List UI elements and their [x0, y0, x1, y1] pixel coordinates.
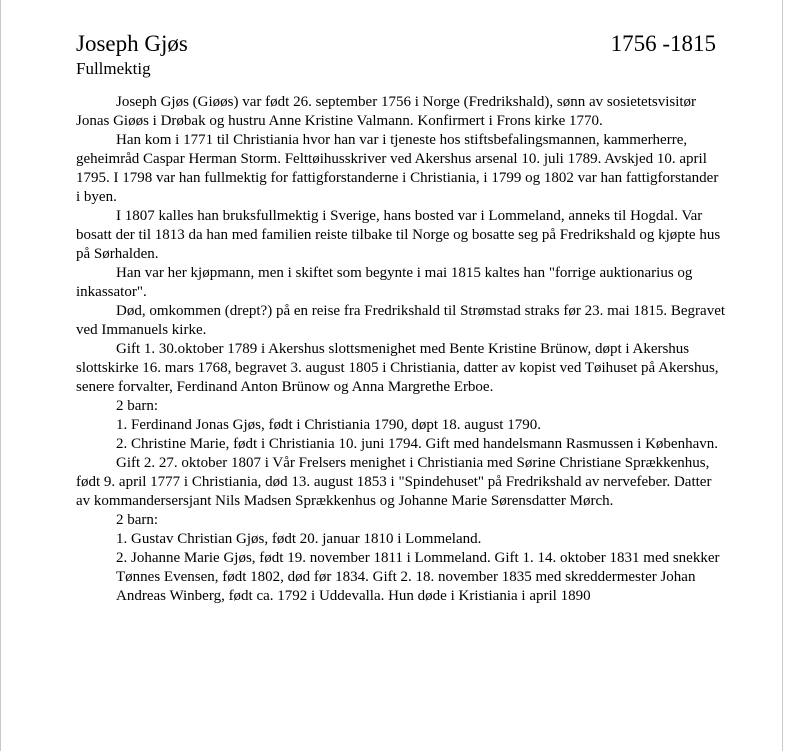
- biography-body: [76, 93, 726, 606]
- person-name: Joseph Gjøs: [76, 31, 188, 56]
- person-title: Fullmektig: [76, 59, 151, 78]
- paragraph-sweden: I 1807 kalles han bruksfullmektig i Sverige, hans bosted var i Lommeland, anneks til Hogdal. Var bosatt der til 1813 da han med familien reiste tilbake til Norge og bosatte seg på Fredrikshald og kjøpte hus på Sørhalden.: [76, 208, 721, 262]
- life-years: 1756 -1815: [610, 31, 716, 56]
- child-1-1: 1. Ferdinand Jonas Gjøs, født i Christiania 1790, døpt 18. august 1790.: [116, 417, 541, 433]
- paragraph-marriage-2: Gift 2. 27. oktober 1807 i Vår Frelsers menighet i Christiania med Sørine Christiane Sprækkenhus, født 9. april 1777 i Christiania, død 13. august 1853 i "Spindehuset" på Fredrikshald av nervefeber. Datter av kommandersersjant Nils Madsen Sprækkenhus og Johanne Marie Sørensdatter Mørch.: [76, 455, 712, 509]
- child-2-1: 1. Gustav Christian Gjøs, født 20. januar 1810 i Lommeland.: [116, 531, 482, 547]
- child-2-2: 2. Johanne Marie Gjøs, født 19. november 1811 i Lommeland. Gift 1. 14. oktober 1831 med snekker Tønnes Evensen, født 1802, død før 1834. Gift 2. 18. november 1835 med skreddermester Johan Andreas Winberg, født ca. 1792 i Uddevalla. Hun døde i Kristiania i april 1890: [116, 550, 720, 604]
- paragraph-birth: Joseph Gjøs (Giøøs) var født 26. september 1756 i Norge (Fredrikshald), sønn av sosietetsvisitør Jonas Giøøs i Drøbak og hustru Anne Kristine Valmann. Konfirmert i Frons kirke 1770.: [76, 94, 697, 129]
- child-1-2: 2. Christine Marie, født i Christiania 10. juni 1794. Gift med handelsmann Rasmussen i København.: [116, 436, 718, 452]
- paragraph-marriage-1: Gift 1. 30.oktober 1789 i Akershus slottsmenighet med Bente Kristine Brünow, døpt i Akershus slottskirke 16. mars 1768, begravet 3. august 1805 i Christiania, datter av kopist ved Tøihuset på Akershus, senere forvalter, Ferdinand Anton Brünow og Anna Margrethe Erboe.: [76, 341, 719, 395]
- paragraph-merchant: Han var her kjøpmann, men i skiftet som begynte i mai 1815 kaltes han "forrige auktionarius og inkassator".: [76, 265, 693, 300]
- children-heading-2: 2 barn:: [116, 512, 159, 528]
- paragraph-career: Han kom i 1771 til Christiania hvor han var i tjeneste hos stiftsbefalingsmannen, kammerherre, geheimråd Caspar Herman Storm. Felttøihusskriver ved Akershus arsenal 10. juli 1789. Avskjed 10. april 1795. I 1798 var han fullmektig for fattigforstanderne i Christiania, i 1799 og 1802 var han fattigforstander i byen.: [76, 132, 719, 205]
- paragraph-death: Død, omkommen (drept?) på en reise fra Fredrikshald til Strømstad straks før 23. mai 1815. Begravet ved Immanuels kirke.: [76, 303, 726, 338]
- children-heading-1: 2 barn:: [116, 398, 159, 414]
